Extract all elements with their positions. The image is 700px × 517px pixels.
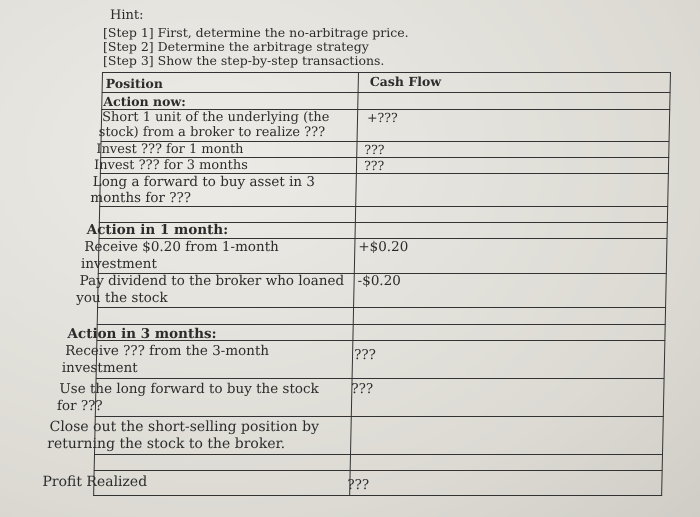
position-line: Invest ??? for 3 months — [93, 158, 249, 173]
cash-flow-value: -$0.20 — [357, 273, 402, 289]
row-divider — [96, 378, 665, 379]
hint-step-1: [Step 1] First, determine the no-arbitrage price. — [103, 25, 409, 40]
position-line: Receive $0.20 from 1-month — [84, 239, 279, 255]
position-line: stock) from a broker to realize ??? — [98, 125, 326, 140]
position-line: investment — [80, 256, 158, 272]
position-line: Use the long forward to buy the stock — [59, 381, 319, 397]
row-divider — [94, 454, 663, 455]
hint-step-3: [Step 3] Show the step-by-step transactions. — [103, 53, 385, 68]
cash-flow-value: ??? — [364, 142, 385, 157]
hint-title: Hint: — [110, 8, 144, 23]
cash-flow-value: ??? — [363, 158, 385, 173]
header-position: Position — [105, 76, 164, 91]
section-header-3-months: Action in 3 months: — [67, 326, 217, 342]
position-line: you the stock — [76, 290, 168, 306]
position-line: Short 1 unit of the underlying (the — [101, 110, 330, 125]
header-divider — [102, 92, 671, 93]
row-divider — [95, 416, 664, 417]
section-header-1-month: Action in 1 month: — [86, 222, 229, 238]
profit-realized-value: ??? — [347, 477, 370, 493]
arbitrage-table — [31, 72, 672, 496]
position-line: investment — [61, 360, 138, 376]
position-line: Pay dividend to the broker who loaned — [79, 273, 345, 289]
hint-step-2: [Step 2] Determine the arbitrage strategy — [103, 39, 369, 54]
section-header-now: Action now: — [103, 94, 186, 109]
table-border-top — [102, 72, 671, 73]
row-divider — [97, 324, 666, 325]
cash-flow-value: +??? — [366, 110, 398, 125]
position-line: Close out the short-selling position by — [49, 419, 320, 435]
position-line: months for ??? — [90, 190, 192, 206]
row-divider — [94, 470, 663, 471]
cash-flow-value: +$0.20 — [358, 239, 409, 255]
cash-flow-value: ??? — [351, 381, 374, 397]
header-cash-flow: Cash Flow — [369, 74, 442, 89]
cash-flow-value: ??? — [353, 347, 376, 363]
position-line: for ??? — [56, 398, 103, 414]
hint-steps — [103, 26, 409, 68]
row-divider — [97, 307, 666, 308]
position-line: Invest ??? for 1 month — [96, 142, 244, 157]
position-line: returning the stock to the broker. — [47, 436, 286, 452]
position-line: Receive ??? from the 3-month — [64, 343, 270, 359]
table-border-bottom — [93, 495, 662, 496]
profit-realized-label: Profit Realized — [42, 474, 148, 490]
row-divider — [99, 206, 668, 207]
position-line: Long a forward to buy asset in 3 — [92, 174, 316, 190]
